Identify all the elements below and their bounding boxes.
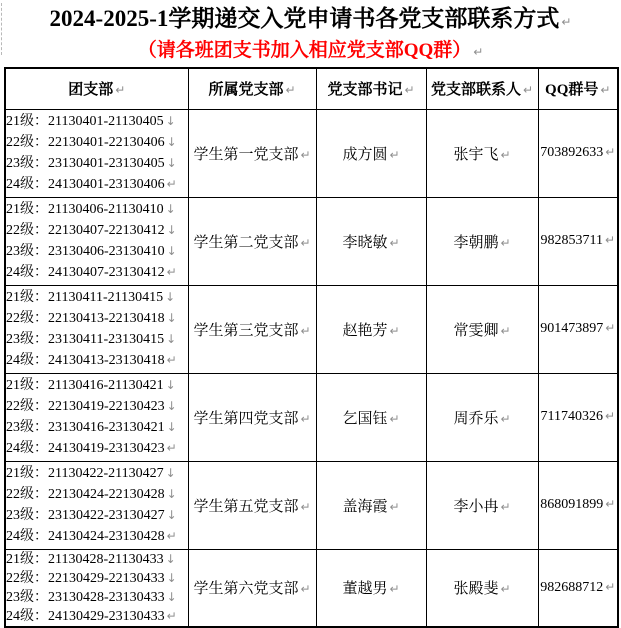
party-branch-cell-text: 学生第五党支部 — [193, 498, 299, 515]
league-range-text: 23级：23130411-23130415 — [6, 332, 165, 347]
qq-group-cell — [538, 373, 618, 461]
secretary-cell-text: 乞国钰 — [342, 410, 388, 427]
header-label: 团支部 — [68, 82, 114, 99]
paragraph-mark-icon: ↵ — [604, 233, 616, 247]
league-range-line — [6, 329, 188, 350]
qq-group-cell — [538, 197, 618, 285]
table-row — [5, 461, 618, 549]
contact-person-cell — [426, 285, 538, 373]
table-row — [5, 285, 618, 373]
header-label: QQ群号 — [545, 82, 599, 99]
league-range-line — [6, 174, 188, 195]
contact-person-cell-text: 李朝鹏 — [453, 234, 499, 251]
league-range-line — [6, 505, 188, 526]
column-header-league-branch — [5, 68, 188, 109]
party-branch-cell-text: 学生第四党支部 — [193, 410, 299, 427]
party-branch-contact-table — [4, 67, 619, 628]
party-branch-cell — [188, 549, 316, 627]
league-range-line — [6, 396, 188, 417]
qq-group-cell-text: 982853711 — [540, 233, 603, 248]
paragraph-mark-icon: ↵ — [166, 265, 177, 279]
column-header-contact-person — [426, 68, 538, 109]
line-break-mark-icon: ↓ — [166, 223, 177, 237]
league-range-text: 24级：24130413-23130418 — [6, 353, 165, 368]
secretary-cell — [316, 373, 426, 461]
table-row — [5, 197, 618, 285]
line-break-mark-icon: ↓ — [166, 244, 177, 258]
line-break-mark-icon: ↓ — [165, 202, 176, 216]
text-boundary-dashes — [1, 3, 2, 55]
league-range-line — [6, 526, 188, 547]
paragraph-mark-icon: ↵ — [166, 353, 177, 367]
contact-person-cell-text: 李小冉 — [453, 498, 499, 515]
paragraph-mark-icon: ↵ — [389, 323, 400, 338]
secretary-cell — [316, 549, 426, 627]
header-row — [5, 68, 618, 109]
qq-group-cell — [538, 461, 618, 549]
party-branch-cell-text: 学生第六党支部 — [193, 581, 299, 597]
qq-group-cell — [538, 549, 618, 627]
party-branch-cell — [188, 109, 316, 197]
column-header-qq-group — [538, 68, 618, 109]
league-range-line — [6, 220, 188, 241]
line-break-mark-icon: ↓ — [166, 311, 177, 325]
league-range-line — [6, 308, 188, 329]
contact-person-cell — [426, 109, 538, 197]
paragraph-mark-icon: ↵ — [166, 441, 177, 455]
league-range-line — [6, 153, 188, 174]
league-range-text: 21级：21130416-21130421 — [6, 378, 164, 393]
paragraph-mark-icon: ↵ — [166, 608, 177, 623]
league-range-text: 21级：21130406-21130410 — [6, 202, 164, 217]
line-break-mark-icon: ↓ — [166, 570, 177, 585]
qq-group-cell-text: 711740326 — [540, 409, 603, 424]
league-range-line — [6, 550, 188, 569]
league-range-text: 23级：23130406-23130410 — [6, 244, 165, 259]
secretary-cell — [316, 197, 426, 285]
header-label: 党支部联系人 — [430, 82, 521, 99]
paragraph-mark-icon: ↵ — [389, 411, 400, 426]
paragraph-mark-icon: ↵ — [561, 15, 572, 29]
table-row — [5, 109, 618, 197]
paragraph-mark-icon: ↵ — [389, 235, 400, 250]
league-range-text: 22级：22130429-22130433 — [6, 570, 165, 586]
secretary-cell-text: 董越男 — [342, 581, 388, 597]
league-range-line — [6, 111, 188, 132]
league-range-line — [6, 463, 188, 484]
league-range-line — [6, 287, 188, 308]
league-range-text: 22级：22130401-22130406 — [6, 135, 165, 150]
document-subtitle-text: （请各班团支书加入相应党支部QQ群） — [137, 40, 472, 61]
party-branch-cell — [188, 461, 316, 549]
line-break-mark-icon: ↓ — [165, 378, 176, 392]
paragraph-mark-icon: ↵ — [300, 235, 311, 250]
league-range-line — [6, 588, 188, 607]
line-break-mark-icon: ↓ — [166, 332, 177, 346]
party-branch-cell — [188, 197, 316, 285]
contact-person-cell — [426, 373, 538, 461]
paragraph-mark-icon: ↵ — [389, 499, 400, 514]
paragraph-mark-icon: ↵ — [166, 177, 177, 191]
document-title-text: 2024-2025-1学期递交入党申请书各党支部联系方式 — [49, 6, 560, 31]
league-branch-cell — [5, 461, 188, 549]
header-label: 党支部书记 — [327, 82, 403, 99]
league-range-line — [6, 132, 188, 153]
league-range-line — [6, 350, 188, 371]
contact-person-cell-text: 张殿斐 — [453, 581, 499, 597]
league-branch-cell — [5, 109, 188, 197]
qq-group-cell-text: 982688712 — [540, 579, 604, 595]
secretary-cell — [316, 285, 426, 373]
league-range-line — [6, 199, 188, 220]
contact-person-cell-text: 周乔乐 — [453, 410, 499, 427]
paragraph-mark-icon: ↵ — [404, 83, 415, 98]
paragraph-mark-icon: ↵ — [605, 321, 616, 335]
secretary-cell-text: 盖海霞 — [342, 498, 388, 515]
party-branch-cell-text: 学生第三党支部 — [193, 322, 299, 339]
paragraph-mark-icon: ↵ — [500, 323, 511, 338]
league-range-text: 22级：22130419-22130423 — [6, 399, 165, 414]
line-break-mark-icon: ↓ — [165, 290, 176, 304]
league-range-text: 24级：24130401-23130406 — [6, 177, 165, 192]
league-range-line — [6, 569, 188, 588]
league-branch-cell — [5, 197, 188, 285]
league-range-text: 23级：23130422-23130427 — [6, 508, 165, 523]
table-row — [5, 549, 618, 627]
line-break-mark-icon: ↓ — [165, 551, 176, 566]
contact-person-cell — [426, 461, 538, 549]
paragraph-mark-icon: ↵ — [285, 83, 296, 98]
league-range-text: 23级：23130401-23130405 — [6, 156, 165, 171]
paragraph-mark-icon: ↵ — [300, 323, 311, 338]
paragraph-mark-icon: ↵ — [605, 579, 616, 594]
paragraph-mark-icon: ↵ — [605, 145, 616, 159]
league-range-line — [6, 375, 188, 396]
league-range-text: 24级：24130429-23130433 — [6, 608, 165, 624]
qq-group-cell — [538, 109, 618, 197]
secretary-cell — [316, 109, 426, 197]
league-range-line — [6, 417, 188, 438]
line-break-mark-icon: ↓ — [165, 466, 176, 480]
league-branch-cell — [5, 549, 188, 627]
league-range-text: 23级：23130416-23130421 — [6, 420, 165, 435]
party-branch-cell — [188, 373, 316, 461]
qq-group-cell-text: 703892633 — [540, 145, 604, 160]
party-branch-cell — [188, 285, 316, 373]
league-range-text: 24级：24130419-23130423 — [6, 441, 165, 456]
table-body — [5, 109, 618, 627]
league-range-text: 22级：22130407-22130412 — [6, 223, 165, 238]
paragraph-mark-icon: ↵ — [389, 147, 400, 162]
league-range-text: 22级：22130424-22130428 — [6, 487, 165, 502]
league-range-text: 21级：21130428-21130433 — [6, 551, 164, 567]
paragraph-mark-icon: ↵ — [500, 411, 511, 426]
league-range-line — [6, 262, 188, 283]
paragraph-mark-icon: ↵ — [473, 45, 484, 59]
contact-person-cell — [426, 197, 538, 285]
league-branch-cell — [5, 373, 188, 461]
document-subtitle — [0, 38, 621, 65]
league-range-line — [6, 438, 188, 459]
column-header-secretary — [316, 68, 426, 109]
secretary-cell-text: 李晓敏 — [342, 234, 388, 251]
league-range-text: 21级：21130422-21130427 — [6, 466, 164, 481]
paragraph-mark-icon: ↵ — [522, 83, 534, 98]
line-break-mark-icon: ↓ — [166, 487, 177, 501]
line-break-mark-icon: ↓ — [166, 135, 177, 149]
league-range-text: 24级：24130424-23130428 — [6, 529, 165, 544]
paragraph-mark-icon: ↵ — [166, 529, 177, 543]
contact-person-cell-text: 常雯卿 — [453, 322, 499, 339]
qq-group-cell — [538, 285, 618, 373]
league-range-text: 22级：22130413-22130418 — [6, 311, 165, 326]
header-label: 所属党支部 — [208, 82, 284, 99]
line-break-mark-icon: ↓ — [165, 114, 176, 128]
league-range-text: 23级：23130428-23130433 — [6, 589, 165, 605]
paragraph-mark-icon: ↵ — [300, 147, 311, 162]
column-header-party-branch — [188, 68, 316, 109]
paragraph-mark-icon: ↵ — [300, 582, 311, 596]
paragraph-mark-icon: ↵ — [500, 147, 511, 162]
paragraph-mark-icon: ↵ — [500, 582, 511, 596]
league-range-text: 21级：21130401-21130405 — [6, 114, 164, 129]
line-break-mark-icon: ↓ — [166, 399, 177, 413]
line-break-mark-icon: ↓ — [166, 589, 177, 604]
line-break-mark-icon: ↓ — [166, 420, 177, 434]
secretary-cell-text: 成方圆 — [342, 146, 388, 163]
league-range-text: 24级：24130407-23130412 — [6, 265, 165, 280]
contact-person-cell — [426, 549, 538, 627]
document-title — [0, 3, 621, 38]
table-row — [5, 373, 618, 461]
paragraph-mark-icon: ↵ — [600, 83, 611, 98]
line-break-mark-icon: ↓ — [166, 508, 177, 522]
paragraph-mark-icon: ↵ — [605, 497, 616, 511]
paragraph-mark-icon: ↵ — [604, 409, 616, 423]
paragraph-mark-icon: ↵ — [500, 499, 511, 514]
paragraph-mark-icon: ↵ — [115, 83, 126, 98]
secretary-cell-text: 赵艳芳 — [342, 322, 388, 339]
qq-group-cell-text: 868091899 — [540, 497, 604, 512]
paragraph-mark-icon: ↵ — [389, 582, 400, 596]
paragraph-mark-icon: ↵ — [500, 235, 511, 250]
paragraph-mark-icon: ↵ — [300, 499, 311, 514]
paragraph-mark-icon: ↵ — [300, 411, 311, 426]
party-branch-cell-text: 学生第一党支部 — [193, 146, 299, 163]
secretary-cell — [316, 461, 426, 549]
contact-person-cell-text: 张宇飞 — [453, 146, 499, 163]
party-branch-cell-text: 学生第二党支部 — [193, 234, 299, 251]
line-break-mark-icon: ↓ — [166, 156, 177, 170]
league-range-text: 21级：21130411-21130415 — [6, 290, 164, 305]
league-branch-cell — [5, 285, 188, 373]
league-range-line — [6, 241, 188, 262]
league-range-line — [6, 484, 188, 505]
qq-group-cell-text: 901473897 — [540, 321, 604, 336]
